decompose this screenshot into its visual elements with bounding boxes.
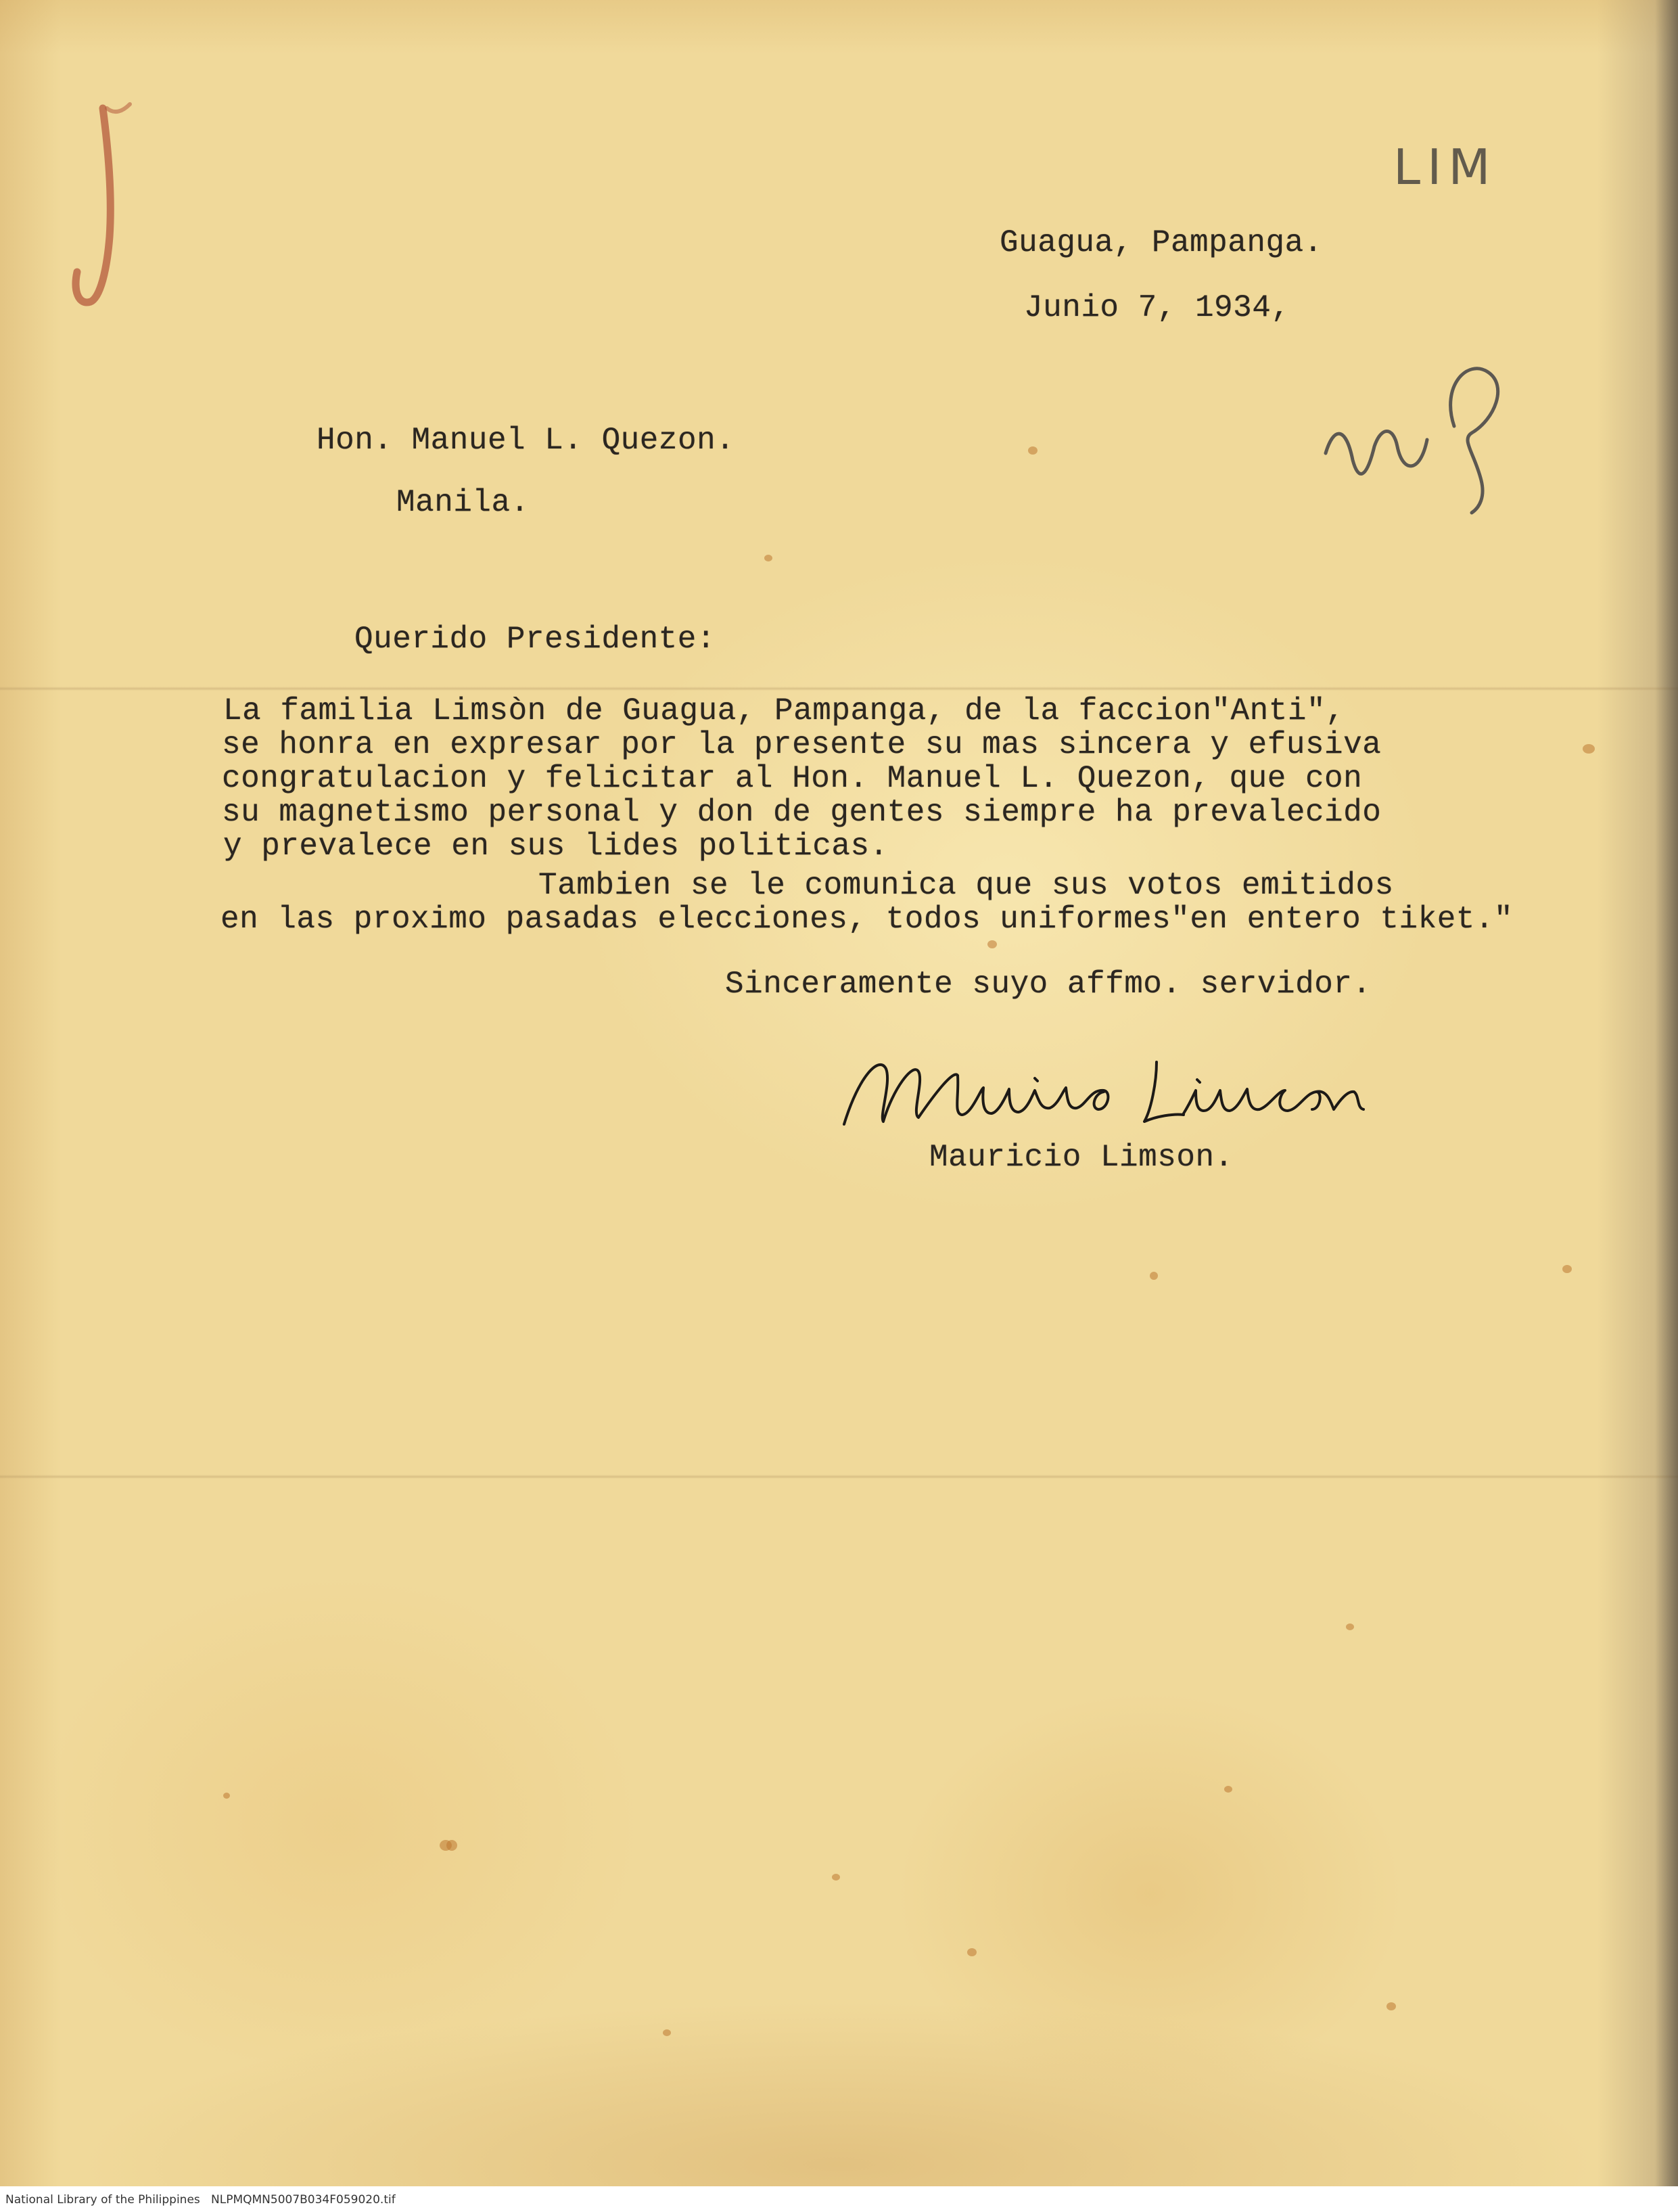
body-line: Tambien se le comunica que sus votos emitidos	[538, 868, 1394, 903]
foxing-spot	[764, 555, 772, 561]
foxing-spot	[832, 1874, 840, 1881]
foxing-spot	[1346, 1623, 1354, 1630]
foxing-spot	[1150, 1272, 1158, 1280]
body-line: congratulacion y felicitar al Hon. Manuel L. Quezon, que con	[222, 761, 1363, 796]
signature	[839, 1049, 1393, 1143]
closing: Sinceramente suyo affmo. servidor.	[725, 967, 1372, 1002]
file-code-annotation: LIM	[1393, 139, 1497, 195]
body-line: La familia Limsòn de Guagua, Pampanga, de la faccion"Anti",	[223, 693, 1345, 729]
recipient-city: Manila.	[396, 485, 530, 520]
body-line: se honra en expresar por la presente su mas sincera y efusiva	[222, 727, 1382, 762]
salutation: Querido Presidente:	[354, 622, 716, 657]
scan-edge-shadow	[1655, 0, 1678, 2212]
letter-place: Guagua, Pampanga.	[1000, 225, 1323, 260]
fold-crease	[0, 687, 1678, 691]
archive-label: National Library of the Philippines NLPMQMN5007B034F059020.tif	[5, 2193, 396, 2207]
letter-date: Junio 7, 1934,	[1024, 290, 1290, 325]
pencil-initial-mark	[1319, 345, 1535, 521]
foxing-spot	[967, 1948, 977, 1956]
scan-footer-strip	[0, 2186, 1678, 2212]
body-line: y prevalece en sus lides politicas.	[223, 829, 889, 864]
foxing-spot	[1224, 1786, 1232, 1793]
foxing-spot	[1583, 744, 1595, 754]
foxing-spot	[446, 1840, 457, 1851]
foxing-spot	[1386, 2002, 1396, 2010]
foxing-spot	[223, 1793, 230, 1799]
body-line: su magnetismo personal y don de gentes siempre ha prevalecido	[222, 795, 1382, 830]
foxing-spot	[663, 2029, 671, 2036]
foxing-spot	[1562, 1265, 1572, 1273]
body-line: en las proximo pasadas elecciones, todos uniformes"en entero tiket."	[220, 902, 1514, 937]
signer-name: Mauricio Limson.	[929, 1140, 1234, 1175]
red-pencil-mark	[68, 95, 169, 338]
recipient-name: Hon. Manuel L. Quezon.	[317, 423, 735, 458]
fold-crease	[0, 1475, 1678, 1479]
foxing-spot	[1028, 446, 1038, 455]
foxing-spot	[987, 940, 997, 948]
